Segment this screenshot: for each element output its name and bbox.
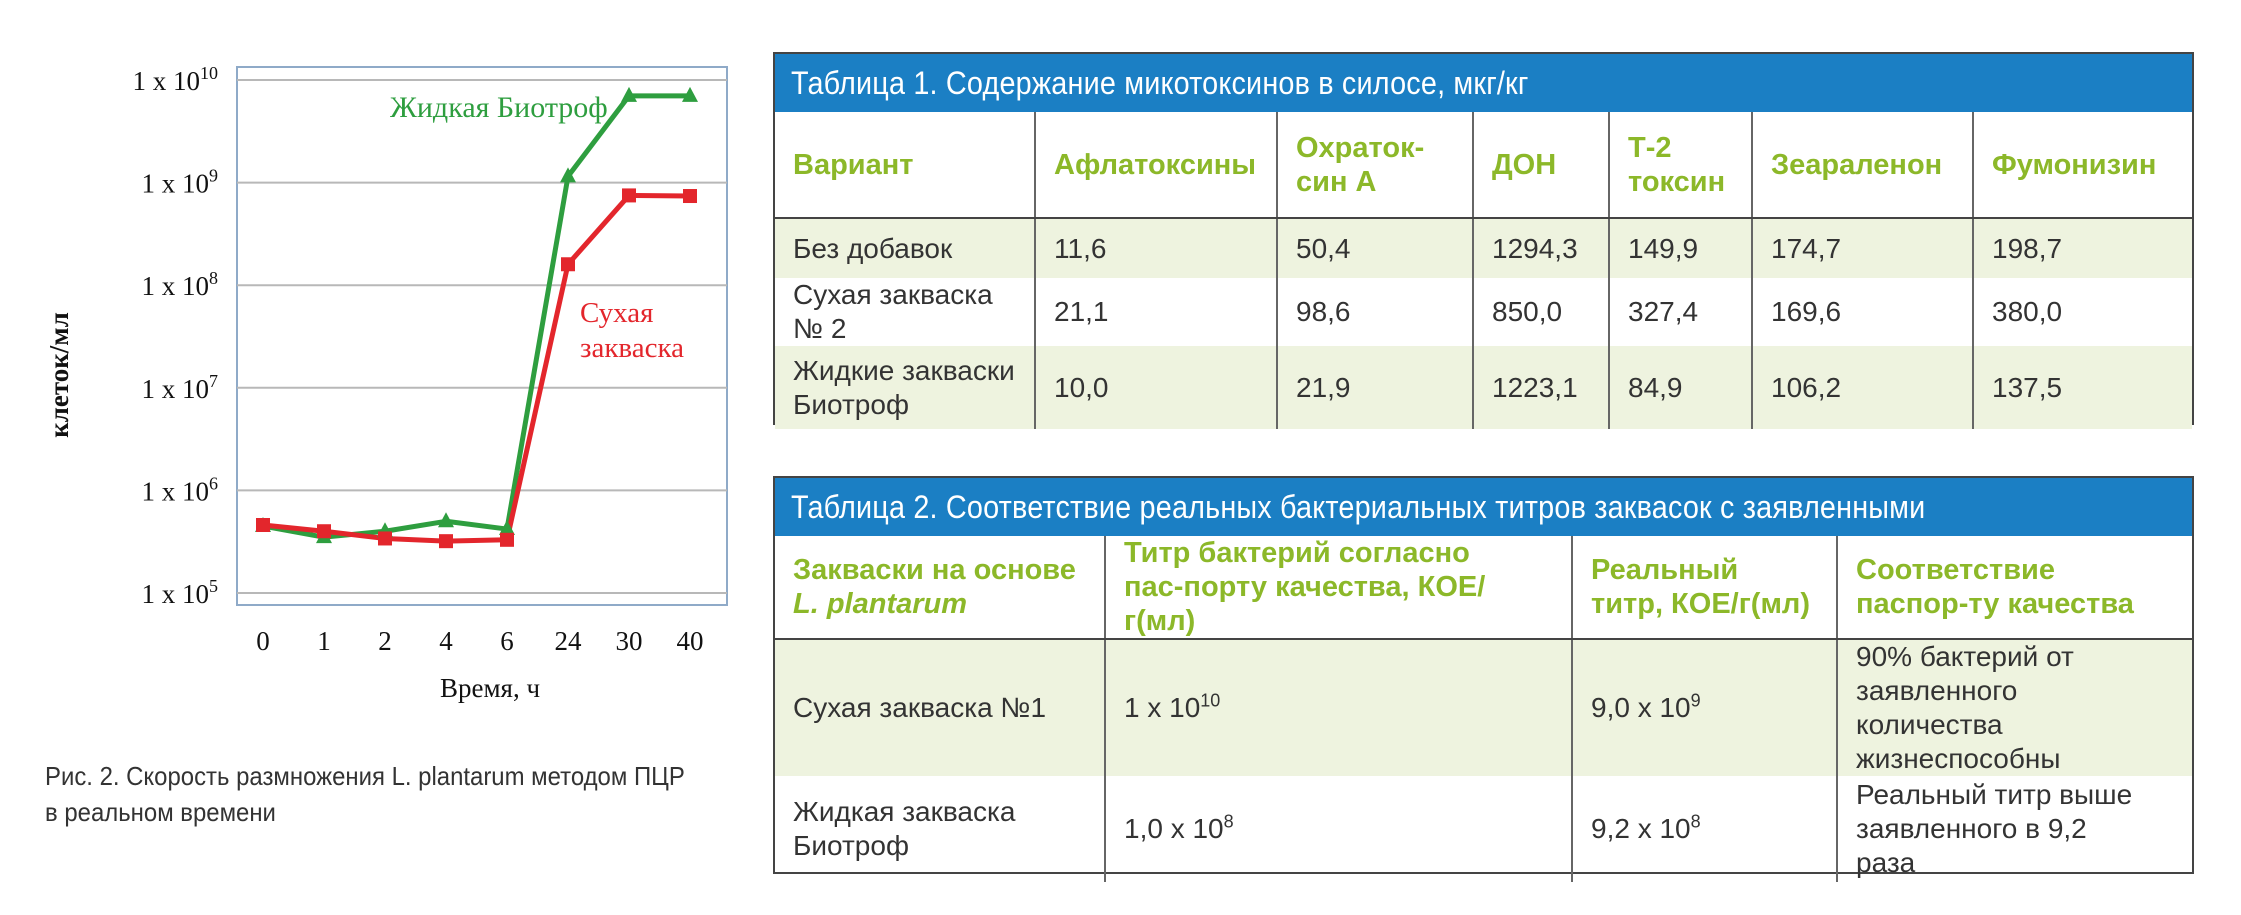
table2-cell-name: Сухая закваска №1: [775, 639, 1105, 776]
data-point: [500, 533, 514, 547]
data-point: [256, 518, 270, 532]
x-tick-label: 4: [439, 626, 453, 656]
table1-header: ДОН: [1473, 112, 1609, 218]
table1-header-row: [775, 112, 2192, 218]
table1-cell: 106,2: [1752, 346, 1973, 429]
table1-cell: Без добавок: [775, 218, 1035, 278]
data-point: [317, 524, 331, 538]
x-tick-label: 40: [676, 626, 704, 656]
table2-header-line1: Закваски на основе: [793, 554, 1076, 586]
table2-header: Титр бактерий согласно пас-порту качества, КОЕ/г(мл): [1105, 536, 1572, 639]
table1-title: Таблица 1. Содержание микотоксинов в силосе, мкг/кг: [775, 54, 2192, 112]
x-tick-label: 1: [317, 626, 331, 656]
table1-cell: 21,1: [1035, 278, 1277, 346]
growth-rate-chart: [0, 0, 760, 730]
data-point: [439, 534, 453, 548]
y-axis-label: клеток/мл: [44, 312, 74, 438]
table2-header: Соответствие паспор-ту качества: [1837, 536, 2192, 639]
table2-header: Реальный титр, КОЕ/г(мл): [1572, 536, 1837, 639]
table1-cell: 850,0: [1473, 278, 1609, 346]
table2-cell-real: 9,0 x $10^9$: [1572, 639, 1837, 776]
table1-cell: 1294,3: [1473, 218, 1609, 278]
x-tick-label: 24: [554, 626, 582, 656]
table-row: [775, 776, 2192, 882]
data-point: [622, 188, 636, 202]
table1-cell: 169,6: [1752, 278, 1973, 346]
y-tick-label: 1 x $10^{10}$: [132, 63, 218, 96]
table1-cell: 11,6: [1035, 218, 1277, 278]
table1-cell: 174,7: [1752, 218, 1973, 278]
y-tick-label: 1 x $10^7$: [141, 370, 218, 404]
x-tick-label: 0: [256, 626, 270, 656]
table1-header: Фумонизин: [1973, 112, 2192, 218]
table1-header: Охраток-син А: [1277, 112, 1473, 218]
x-tick-label: 2: [378, 626, 392, 656]
table1-cell: 21,9: [1277, 346, 1473, 429]
table2-header-line2: L. plantarum: [793, 588, 968, 620]
table-mycotoxins: [773, 52, 2194, 425]
figure-caption: Рис. 2. Скорость размножения L. plantarum методом ПЦР в реальном времени: [45, 761, 685, 827]
table2-cell-real: 9,2 x $10^8$: [1572, 776, 1837, 882]
table1-cell: 84,9: [1609, 346, 1752, 429]
table2-cell-compliance: 90% бактерий от заявленного количества жизнеспособны: [1837, 639, 2192, 776]
table1-grid: [775, 112, 2192, 429]
y-tick-label: 1 x $10^6$: [141, 473, 218, 507]
y-tick-label: 1 x $10^5$: [141, 576, 218, 609]
table1-cell: 198,7: [1973, 218, 2192, 278]
data-point: [683, 189, 697, 203]
table2-cell-name: Жидкая закваска Биотроф: [793, 796, 1016, 861]
table1-cell: 149,9: [1609, 218, 1752, 278]
y-tick-label: 1 x $10^8$: [141, 268, 218, 302]
table1-header: Афлатоксины: [1035, 112, 1277, 218]
table-row: [775, 346, 2192, 429]
table1-cell: Жидкие закваски Биотроф: [775, 346, 1035, 429]
table1-cell: 50,4: [1277, 218, 1473, 278]
table1-cell: 10,0: [1035, 346, 1277, 429]
x-tick-label: 30: [615, 626, 643, 656]
x-tick-label: 6: [500, 626, 514, 656]
table2-header: [775, 536, 1105, 639]
table1-cell: 380,0: [1973, 278, 2192, 346]
table1-header: Т-2 токсин: [1609, 112, 1752, 218]
x-tick-labels: [256, 626, 703, 656]
x-axis-label: Время, ч: [439, 673, 541, 703]
table2-cell-passport: 1 x $10^{10}$: [1105, 639, 1572, 776]
table2-header-row: [775, 536, 2192, 639]
table1-header: Зеараленон: [1752, 112, 1973, 218]
table2-cell-compliance: Реальный титр выше заявленного в 9,2 раза: [1837, 776, 2192, 882]
table1-cell: 327,4: [1609, 278, 1752, 346]
legend-label-dry-line2: закваска: [580, 332, 684, 364]
y-tick-labels: [133, 63, 219, 609]
table1-cell: 1223,1: [1473, 346, 1609, 429]
legend-label-liquid: Жидкая Биотроф: [390, 91, 608, 124]
table-row: [775, 218, 2192, 278]
legend-label-dry-line1: Сухая: [580, 297, 654, 329]
table1-cell: Сухая закваска № 2: [793, 279, 993, 344]
table1-cell: 137,5: [1973, 346, 2192, 429]
table-row: [775, 639, 2192, 776]
table-row: [775, 278, 2192, 346]
y-tick-label: 1 x $10^9$: [141, 165, 218, 199]
table2-title: Таблица 2. Соответствие реальных бактериальных титров заквасок с заявленными: [775, 478, 2192, 536]
table2-cell-passport: 1,0 x $10^8$: [1105, 776, 1572, 882]
data-point: [561, 257, 575, 271]
table-titers: [773, 476, 2194, 878]
table1-cell: 98,6: [1277, 278, 1473, 346]
table1-header: Вариант: [775, 112, 1035, 218]
data-point: [378, 531, 392, 545]
table2-grid: [775, 536, 2192, 882]
